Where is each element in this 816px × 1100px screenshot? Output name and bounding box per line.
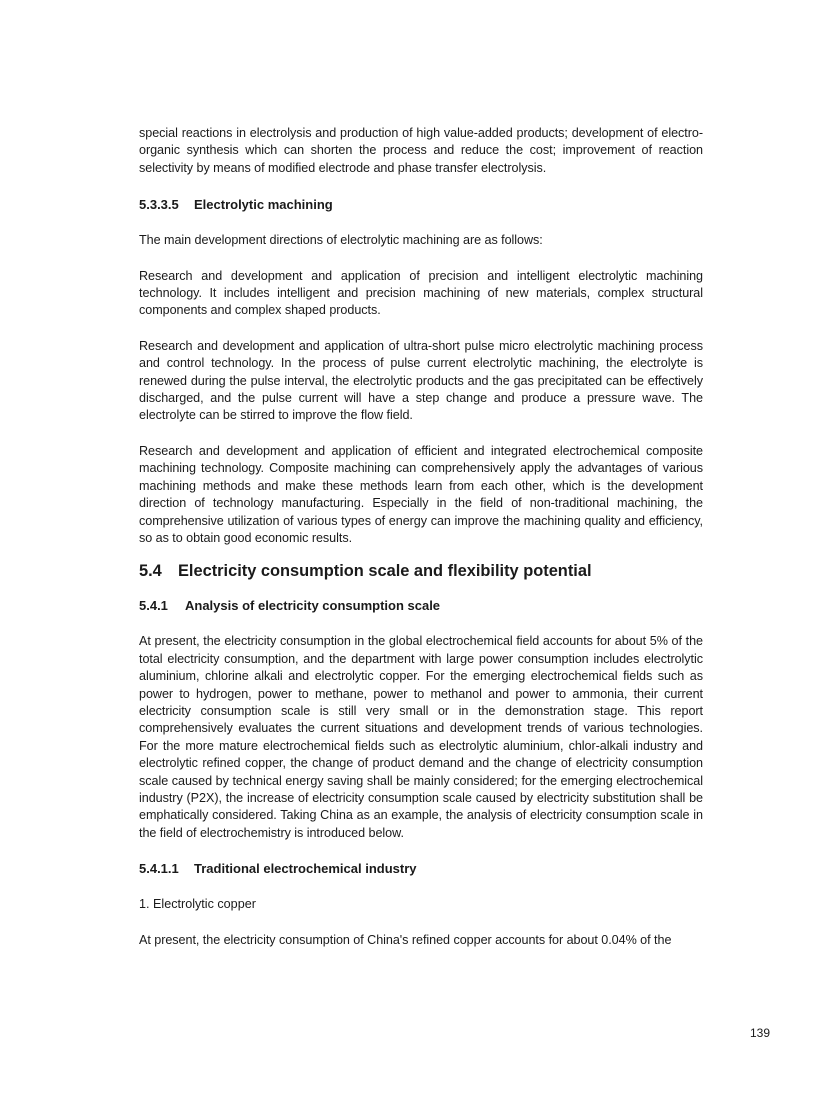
paragraph-ultrashort-pulse: Research and development and application of ultra-short pulse micro electrolytic machining process and control technology. In the process of pulse current electrolytic machining, the electrolyte is renewed during the pulse interval, the electrolytic products and the gas precipitated can be effectively discharged, and the pulse current will have a step change and produce a pressure wave. The electrolyte can be stirred to improve the flow field. (139, 338, 703, 423)
document-page (139, 125, 703, 950)
paragraph-composite: Research and development and application of efficient and integrated electrochemical composite machining technology. Composite machining can comprehensively apply the advantages of various machining methods and make these methods learn from each other, which is the development direction of technology manufacturing. Especially in the field of non-traditional machining, the comprehensive utilization of various types of energy can improve the machining quality and efficiency, so as to obtain good economic results. (139, 443, 703, 545)
paragraph-copper: At present, the electricity consumption of China's refined copper accounts for about 0.04% of the (139, 933, 672, 948)
heading-number: 5.4 (139, 562, 162, 581)
heading-title: Traditional electrochemical industry (194, 861, 417, 877)
heading-number: 5.4.1 (139, 598, 168, 614)
paragraph-intro: special reactions in electrolysis and production of high value-added products; development of electro-organic synthesis which can shorten the process and reduce the cost; improvement of reaction selectivity by means of modified electrode and phase transfer electrolysis. (139, 126, 703, 175)
paragraph-precision: Research and development and application of precision and intelligent electrolytic machining technology. It includes intelligent and precision machining of new materials, complex structural components and complex shaped products. (139, 268, 703, 318)
list-item-electrolytic-copper: 1. Electrolytic copper (139, 897, 256, 912)
page-number: 139 (750, 1026, 771, 1040)
heading-5-4-1 (139, 597, 703, 614)
heading-title: Electrolytic machining (194, 197, 333, 213)
heading-5-3-3-5 (139, 196, 703, 213)
heading-number: 5.4.1.1 (139, 861, 179, 877)
heading-5-4-1-1 (139, 860, 703, 877)
heading-number: 5.3.3.5 (139, 197, 179, 213)
heading-title: Electricity consumption scale and flexibility potential (178, 562, 592, 581)
paragraph-directions: The main development directions of electrolytic machining are as follows: (139, 233, 543, 248)
heading-5-4 (139, 561, 703, 581)
paragraph-analysis: At present, the electricity consumption in the global electrochemical field accounts for about 5% of the total electricity consumption, and the department with large power consumption includes electrolytic aluminium, chlorine alkali and electrolytic copper. For the emerging electrochemical fields such as power to hydrogen, power to methane, power to methanol and power to ammonia, their current electricity consumption scale is still very small or in the demonstration stage. This report comprehensively evaluates the current situations and development trends of various technologies. For the more mature electrochemical fields such as electrolytic aluminium, chlor-alkali industry and electrolytic refined copper, the change of product demand and the change of electricity consumption scale caused by technical energy saving shall be mainly considered; for the emerging electrochemical industry (P2X), the increase of electricity consumption scale caused by electricity substitution shall be emphatically considered. Taking China as an example, the analysis of electricity consumption scale in the field of electrochemistry is introduced below. (139, 634, 703, 840)
heading-title: Analysis of electricity consumption scale (185, 598, 441, 614)
